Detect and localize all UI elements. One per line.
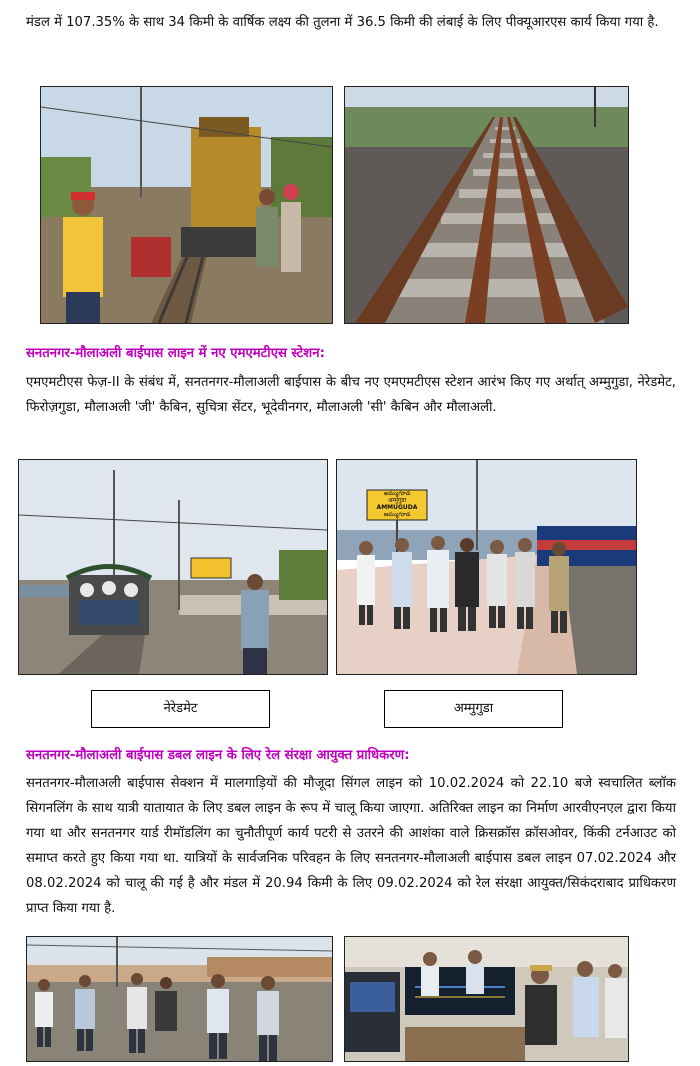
control-room-photo [344, 936, 629, 1062]
neredmet-station-photo [18, 459, 328, 675]
inspection-walk-photo [26, 936, 333, 1062]
railway-track-photo [344, 86, 629, 324]
caption-ammuguda: अम्मुगुडा [384, 690, 563, 728]
track-machine-photo [40, 86, 333, 324]
section1-heading: सनतनगर-मौलाअली बाईपास लाइन में नए एमएमटीएस स्टेशन: [26, 346, 325, 361]
section2-heading: सनतनगर-मौलाअली बाईपास डबल लाइन के लिए रेल संरक्षा आयुक्त प्राधिकरण: [26, 748, 410, 763]
section2-paragraph: सनतनगर-मौलाअली बाईपास सेक्शन में मालगाड़ियों की मौजूदा सिंगल लाइन को 10.02.2024 को 22.10 बजे स्वचालित ब्लॉक सिगनलिंग के साथ यात्री यातायात के लिए डबल लाइन के रूप में चालू किया जाएगा. अतिरिक्त लाइन का निर्माण आरवीएनएल द्वारा किया गया था और सनतनगर यार्ड रीमॉडलिंग का चुनौतीपूर्ण कार्य पटरी से उतरने की आशंका वाले क्रिसक्रॉस क्रॉसओवर, किंकी टर्नआउट को समाप्त करते हुए किया गया था. यात्रियों के सार्वजनिक परिवहन के लिए सनतनगर-मौलाअली बाईपास डबल लाइन 07.02.2024 और 08.02.2024 को चालू की गई है और मंडल में 20.94 किमी के लिए 09.02.2024 को रेल संरक्षा आयुक्त/सिकंदराबाद प्राधिकरण प्राप्त किया गया है. [26, 776, 676, 916]
caption-neredmet: नेरेडमेट [91, 690, 270, 728]
section1-paragraph: एमएमटीएस फेज़-II के संबंध में, सनतनगर-मौलाअली बाईपास के बीच नए एमएमटीएस स्टेशन आरंभ किए गए अर्थात् अम्मुगुडा, नेरेडमेट, फिरोज़गुडा, मौलाअली 'जी' कैबिन, सुचित्रा सेंटर, भूदेवीनगर, मौलाअली 'सी' कैबिन और मौलाअली. [26, 375, 676, 415]
station-name-board: అమ్ముగూడ अम्मुगुडा AMMUGUDA ఆమ్ముగూడ [376, 490, 418, 518]
ammuguda-station-photo [336, 459, 637, 675]
intro-paragraph: मंडल में 107.35% के साथ 34 किमी के वार्षिक लक्ष्य की तुलना में 36.5 किमी की लंबाई के लिए पीक्यूआरएस कार्य किया गया है. [26, 15, 659, 30]
